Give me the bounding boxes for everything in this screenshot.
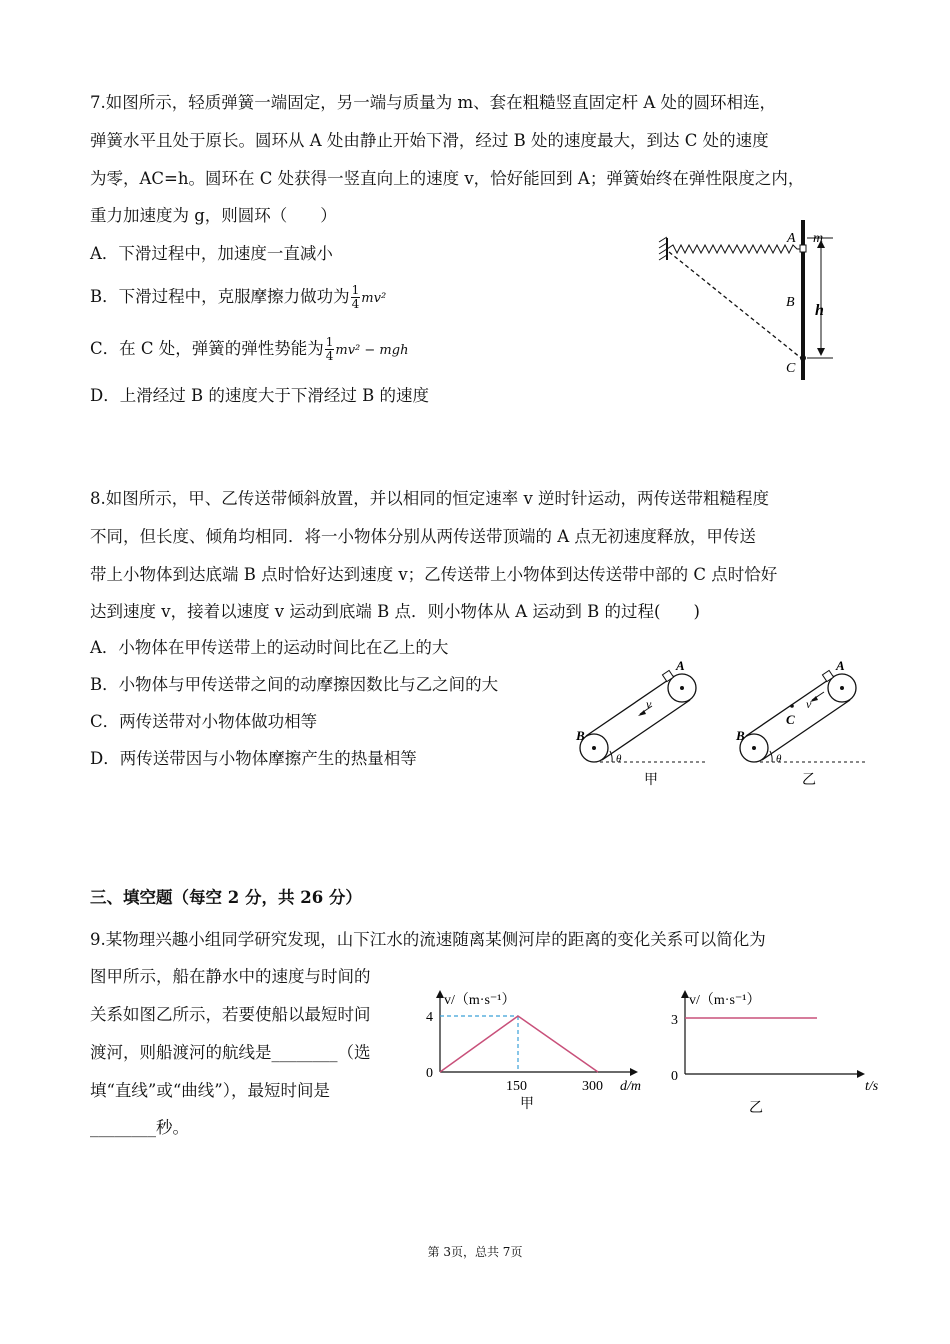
velocity-profile-line [440, 1016, 598, 1072]
fraction-denominator: 4 [351, 297, 360, 311]
q8-conveyor-figure [568, 650, 868, 790]
label-m: m [813, 231, 824, 246]
ring [800, 245, 806, 252]
label-a: A [787, 231, 796, 246]
q7-option-b-expr: mv² [361, 291, 387, 306]
origin-yi: 0 [671, 1069, 678, 1084]
ytick-jia: 4 [426, 1010, 433, 1025]
fraction-numerator: 1 [351, 283, 360, 297]
fraction-numerator: 1 [325, 335, 334, 349]
label-b: B [786, 295, 795, 310]
q9-side-line-1: 图甲所示，船在静水中的速度与时间的 [90, 967, 371, 986]
q7-option-c-text: C．在 C 处，弹簧的弹性势能为 [90, 339, 324, 358]
q9-side-line-4: 填“直线”或“曲线”），最短时间是 [90, 1081, 330, 1100]
label-h: h [815, 302, 824, 319]
caption-jia: 甲 [644, 773, 658, 788]
q7-line-1: 7.如图所示，轻质弹簧一端固定，另一端与质量为 m、套在粗糙竖直固定杆 A 处的圆环相连， [90, 93, 777, 112]
q7-spring-figure [655, 220, 845, 380]
label-b-yi: B [736, 728, 745, 743]
q7-option-d: D．上滑经过 B 的速度大于下滑经过 B 的速度 [90, 386, 429, 405]
fraction-denominator: 4 [325, 349, 334, 363]
q8-line-3: 带上小物体到达底端 B 点时恰好达到速度 v；乙传送带上小物体到达传送带中部的 C 点时恰好 [90, 565, 778, 584]
q8-option-a: A．小物体在甲传送带上的运动时间比在乙上的大 [90, 638, 449, 657]
q8-line-2: 不同，但长度、倾角均相同．将一小物体分别从两传送带顶端的 A 点无初速度释放，甲传送 [90, 527, 756, 546]
label-a-yi: A [836, 658, 845, 673]
ylabel-jia: v/（m·s⁻¹） [444, 993, 516, 1008]
q7-option-a: A．下滑过程中，加速度一直减小 [90, 244, 333, 263]
xlabel-jia: d/m [620, 1079, 641, 1094]
page-footer: 第 3页，总共 7页 [427, 1245, 523, 1259]
ylabel-yi: v/（m·s⁻¹） [689, 993, 761, 1008]
label-v-jia: v [646, 697, 652, 711]
q9-side-line-2: 关系如图乙所示，若要使船以最短时间 [90, 1005, 371, 1024]
xlabel-yi: t/s [865, 1079, 879, 1094]
q9-side-line-3: 渡河，则船渡河的航线是________（选 [90, 1043, 371, 1062]
label-theta-yi: θ [776, 753, 782, 765]
q8-line-4: 达到速度 v，接着以速度 v 运动到底端 B 点．则小物体从 A 运动到 B 的过程( ) [90, 602, 700, 621]
label-b-jia: B [576, 728, 585, 743]
q9-graph-jia [420, 988, 655, 1118]
q8-line-1: 8.如图所示，甲、乙传送带倾斜放置，并以相同的恒定速率 v 逆时针运动，两传送带粗糙程度 [90, 489, 770, 508]
label-v-yi: v [806, 697, 812, 711]
q7-line-4: 重力加速度为 g，则圆环（ ） [90, 206, 337, 225]
label-a-jia: A [676, 658, 685, 673]
q7-line-2: 弹簧水平且处于原长。圆环从 A 处由静止开始下滑，经过 B 处的速度最大，到达 C 处的速度 [90, 131, 769, 150]
ytick-yi: 3 [671, 1013, 678, 1028]
q7-line-3: 为零，AC=h。圆环在 C 处获得一竖直向上的速度 v，恰好能回到 A；弹簧始终在弹性限度之内， [90, 169, 805, 188]
q7-option-c [90, 336, 408, 363]
origin-jia: 0 [426, 1066, 433, 1081]
section-title: 三、填空题（每空 2 分，共 26 分） [90, 888, 362, 907]
q7-option-c-fraction [325, 336, 335, 363]
q7-option-b [90, 284, 386, 311]
wall-hatch [659, 237, 667, 260]
label-c-yi: C [786, 712, 795, 727]
point-c [800, 355, 806, 361]
q9-line-1: 9.某物理兴趣小组同学研究发现，山下江水的流速随离某侧河岸的距离的变化关系可以简化为 [90, 930, 766, 949]
caption-graph-jia: 甲 [520, 1097, 534, 1112]
q8-option-b: B．小物体与甲传送带之间的动摩擦因数比与乙之间的大 [90, 675, 499, 694]
xtick-300: 300 [582, 1079, 603, 1094]
label-c: C [786, 361, 796, 376]
q9-graph-yi [665, 988, 890, 1123]
q7-option-c-expr: mv² − mgh [335, 343, 409, 358]
dashed-spring-line [669, 252, 801, 358]
q8-option-d: D．两传送带因与小物体摩擦产生的热量相等 [90, 749, 417, 768]
conveyor-yi [735, 658, 866, 788]
caption-yi: 乙 [802, 773, 816, 788]
conveyor-jia [575, 658, 708, 788]
caption-graph-yi: 乙 [749, 1101, 763, 1116]
spring [667, 245, 801, 253]
q7-option-b-fraction [351, 284, 361, 311]
label-theta-jia: θ [616, 753, 622, 765]
q7-option-b-text: B．下滑过程中，克服摩擦力做功为 [90, 287, 350, 306]
q9-side-line-5: ________秒。 [90, 1118, 189, 1137]
xtick-150: 150 [506, 1079, 527, 1094]
q8-option-c: C．两传送带对小物体做功相等 [90, 712, 318, 731]
